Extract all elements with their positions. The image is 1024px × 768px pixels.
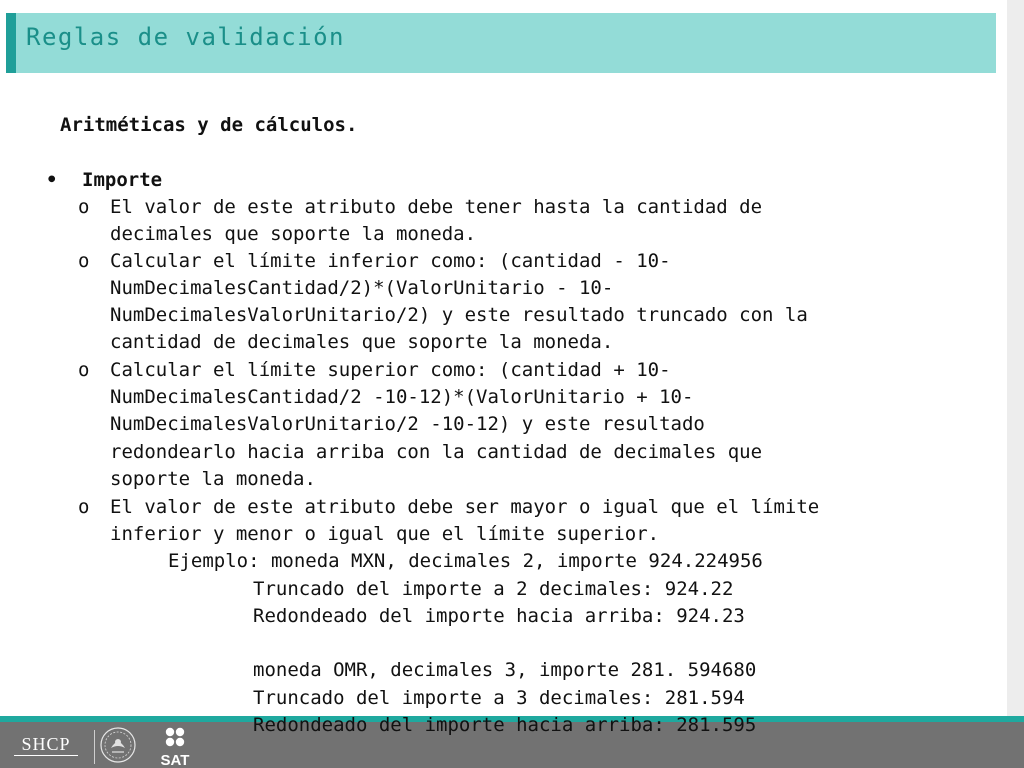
- example-header: moneda OMR, decimales 3, importe 281. 594680: [253, 659, 757, 681]
- scroll-strip: [1007, 0, 1024, 716]
- item-line: El valor de este atributo debe tener hasta la cantidad de: [110, 196, 763, 218]
- bullet-label-importe: Importe: [82, 169, 163, 191]
- example-header: Ejemplo: moneda MXN, decimales 2, importe 924.224956: [168, 550, 763, 572]
- item-line: El valor de este atributo debe ser mayor o igual que el límite: [110, 496, 820, 518]
- sat-wordmark: SAT: [160, 752, 190, 768]
- shcp-logo: [6, 734, 86, 766]
- logo-divider: [94, 730, 95, 764]
- item-line: inferior y menor o igual que el límite superior.: [110, 523, 660, 545]
- sub-bullet-marker: o: [78, 359, 90, 381]
- item-line: NumDecimalesCantidad/2 -10-12)*(ValorUnitario + 10-: [110, 386, 694, 408]
- item-line: decimales que soporte la moneda.: [110, 223, 477, 245]
- bullet-marker: •: [46, 169, 58, 191]
- item-line: Calcular el límite inferior como: (cantidad - 10-: [110, 250, 671, 272]
- item-line: soporte la moneda.: [110, 468, 316, 490]
- sub-bullet-marker: o: [78, 496, 90, 518]
- item-line: NumDecimalesValorUnitario/2 -10-12) y este resultado: [110, 413, 705, 435]
- item-line: NumDecimalesCantidad/2)*(ValorUnitario - 10-: [110, 277, 614, 299]
- sub-bullet-marker: o: [78, 196, 90, 218]
- shcp-wordmark: SHCP: [21, 734, 71, 754]
- item-line: NumDecimalesValorUnitario/2) y este resultado truncado con la: [110, 304, 808, 326]
- item-line: cantidad de decimales que soporte la moneda.: [110, 331, 614, 353]
- example-rounded: Redondeado del importe hacia arriba: 924.23: [253, 605, 745, 627]
- sub-bullet-marker: o: [78, 250, 90, 272]
- item-line: Calcular el límite superior como: (cantidad + 10-: [110, 359, 671, 381]
- example-truncated: Truncado del importe a 2 decimales: 924.22: [253, 578, 734, 600]
- eagle-seal-icon: [99, 726, 137, 764]
- item-line: redondearlo hacia arriba con la cantidad de decimales que: [110, 441, 763, 463]
- section-subtitle: Aritméticas y de cálculos.: [60, 114, 358, 136]
- slide-title: Reglas de validación: [26, 23, 345, 51]
- example-rounded: Redondeado del importe hacia arriba: 281.595: [253, 714, 757, 736]
- sat-dots-icon: [166, 728, 184, 746]
- shcp-underline: [14, 755, 78, 756]
- sat-logo: [152, 726, 200, 768]
- example-truncated: Truncado del importe a 3 decimales: 281.594: [253, 687, 745, 709]
